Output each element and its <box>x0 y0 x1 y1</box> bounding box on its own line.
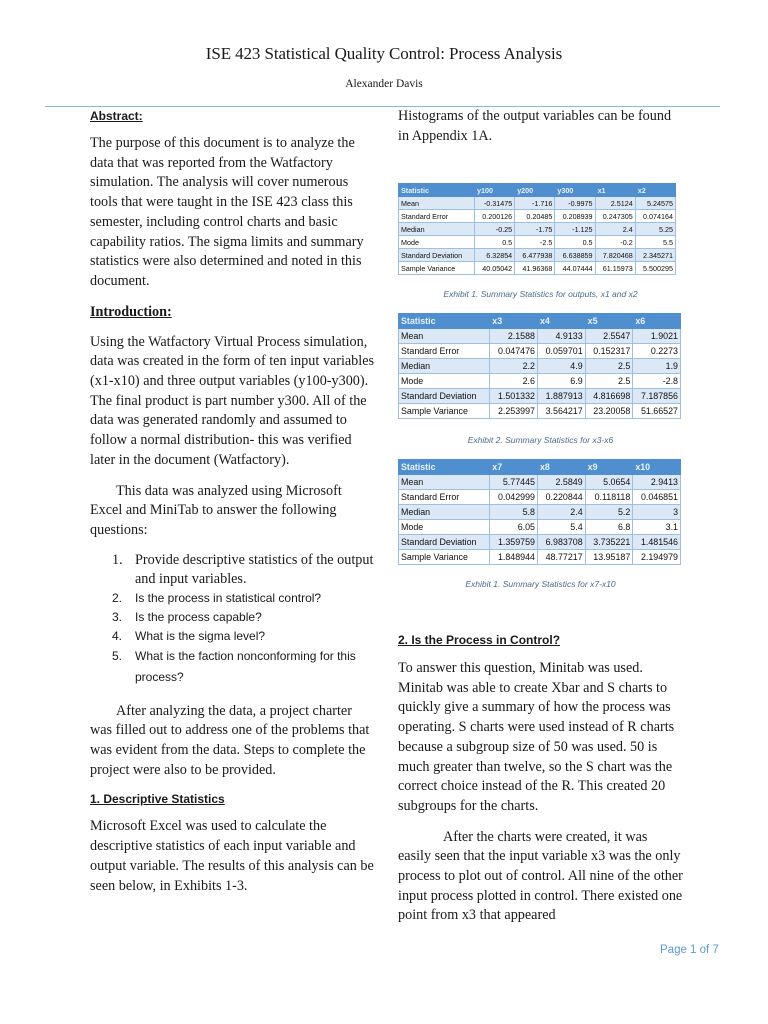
value-cell: -1.125 <box>555 223 595 236</box>
value-cell: 0.074164 <box>635 210 675 223</box>
value-cell: 13.95187 <box>585 550 633 565</box>
row-label-cell: Mean <box>399 329 490 344</box>
value-cell: 3.735221 <box>585 535 633 550</box>
value-cell: 1.9021 <box>633 329 681 344</box>
introduction-heading: Introduction: <box>90 303 172 320</box>
row-label-cell: Mean <box>399 475 490 490</box>
table-row <box>399 210 676 223</box>
table-row <box>399 550 681 565</box>
exhibit-2-caption: Exhibit 2. Summary Statistics for x3-x6 <box>467 435 614 445</box>
column-header: x5 <box>585 314 633 329</box>
value-cell: 1.887913 <box>537 389 585 404</box>
column-header: x10 <box>633 460 681 475</box>
row-label-cell: Mean <box>399 197 475 210</box>
column-header: y100 <box>475 184 515 197</box>
value-cell: 0.059701 <box>537 344 585 359</box>
introduction-paragraph-2: This data was analyzed using Microsoft Excel and MiniTab to answer the following questions: <box>90 482 342 538</box>
value-cell: 2.5849 <box>537 475 585 490</box>
row-label-cell: Mode <box>399 520 490 535</box>
value-cell: -2.8 <box>633 374 681 389</box>
value-cell: 2.2 <box>490 359 538 374</box>
value-cell: 3.1 <box>633 520 681 535</box>
value-cell: 0.047476 <box>490 344 538 359</box>
value-cell: 0.5 <box>475 236 515 249</box>
value-cell: 6.8 <box>585 520 633 535</box>
value-cell: 2.253997 <box>490 404 538 419</box>
value-cell: 2.4 <box>595 223 635 236</box>
value-cell: 44.07444 <box>555 262 595 275</box>
summary-table-x7-x10 <box>398 459 681 565</box>
table-row <box>399 249 676 262</box>
value-cell: 3 <box>633 505 681 520</box>
table-row <box>399 404 681 419</box>
section-2-heading: 2. Is the Process in Control? <box>398 633 561 647</box>
question-item: 3. Is the process capable? <box>112 609 262 624</box>
value-cell: 1.501332 <box>490 389 538 404</box>
table-row <box>399 374 681 389</box>
value-cell: 6.05 <box>490 520 538 535</box>
row-label-cell: Median <box>399 223 475 236</box>
value-cell: 4.9 <box>537 359 585 374</box>
value-cell: 1.359759 <box>490 535 538 550</box>
column-header: x2 <box>635 184 675 197</box>
question-item: 4. What is the sigma level? <box>112 628 266 643</box>
author-name: Alexander Davis <box>345 78 423 90</box>
row-label-cell: Standard Error <box>399 344 490 359</box>
value-cell: 5.4 <box>537 520 585 535</box>
row-label-cell: Standard Deviation <box>399 389 490 404</box>
value-cell: 2.4 <box>537 505 585 520</box>
column-header: Statistic <box>399 314 490 329</box>
value-cell: 0.042999 <box>490 490 538 505</box>
abstract-heading: Abstract: <box>90 109 143 123</box>
value-cell: -2.5 <box>515 236 555 249</box>
table-row <box>399 236 676 249</box>
value-cell: 51.66527 <box>633 404 681 419</box>
value-cell: 40.05042 <box>475 262 515 275</box>
value-cell: 7.820468 <box>595 249 635 262</box>
table-row <box>399 329 681 344</box>
column-header: x7 <box>490 460 538 475</box>
row-label-cell: Median <box>399 505 490 520</box>
value-cell: 2.5 <box>585 374 633 389</box>
column-header: y300 <box>555 184 595 197</box>
row-label-cell: Standard Deviation <box>399 535 490 550</box>
row-label-cell: Sample Variance <box>399 404 490 419</box>
table-row <box>399 490 681 505</box>
value-cell: 0.208939 <box>555 210 595 223</box>
table-header-row <box>399 314 681 329</box>
table-row <box>399 344 681 359</box>
value-cell: 0.20485 <box>515 210 555 223</box>
column-header: x8 <box>537 460 585 475</box>
value-cell: 2.9413 <box>633 475 681 490</box>
value-cell: 23.20058 <box>585 404 633 419</box>
value-cell: 0.152317 <box>585 344 633 359</box>
table-row <box>399 475 681 490</box>
value-cell: -1.716 <box>515 197 555 210</box>
row-label-cell: Mode <box>399 374 490 389</box>
table-row <box>399 505 681 520</box>
question-item: 2. Is the process in statistical control? <box>112 590 322 605</box>
question-item: 1. Provide descriptive statistics of the output and input variables. <box>112 551 374 587</box>
exhibit-3-caption: Exhibit 1. Summary Statistics for x7-x10 <box>465 579 616 589</box>
summary-table-outputs-x1-x2 <box>398 183 676 275</box>
column-header: x9 <box>585 460 633 475</box>
section-2-paragraph-2: After the charts were created, it was easily seen that the input variable x3 was the only process to plot out of control. All nine of the other input process plotted in control. There existed one point from x3 that appeared <box>398 828 683 924</box>
value-cell: 2.6 <box>490 374 538 389</box>
value-cell: 5.25 <box>635 223 675 236</box>
value-cell: 3.564217 <box>537 404 585 419</box>
left-column <box>90 107 375 896</box>
value-cell: 2.5547 <box>585 329 633 344</box>
value-cell: 0.118118 <box>585 490 633 505</box>
introduction-paragraph-1: Using the Watfactory Virtual Process simulation, data was created in the form of ten input variables (x1-x10) and three output variables (y100-y300). The final product is part number y300. All of the data was generated randomly and assumed to follow a normal distribution- this was verified later in the document (Watfactory). <box>90 333 375 468</box>
value-cell: 6.638859 <box>555 249 595 262</box>
value-cell: 2.345271 <box>635 249 675 262</box>
section-1-heading: 1. Descriptive Statistics <box>90 792 225 807</box>
section-2 <box>398 633 683 926</box>
row-label-cell: Standard Deviation <box>399 249 475 262</box>
document-title: ISE 423 Statistical Quality Control: Process Analysis <box>205 44 563 63</box>
value-cell: -0.9975 <box>555 197 595 210</box>
value-cell: 5.2 <box>585 505 633 520</box>
column-header: x4 <box>537 314 585 329</box>
value-cell: 0.220844 <box>537 490 585 505</box>
questions-list <box>90 551 375 688</box>
table-header-row <box>399 460 681 475</box>
value-cell: 2.5 <box>585 359 633 374</box>
table-header-row <box>399 184 676 197</box>
table-row <box>399 520 681 535</box>
introduction-paragraph-3: After analyzing the data, a project charter was filled out to address one of the problems that was evident from the data. Steps to complete the project were also to be provided. <box>90 702 370 778</box>
value-cell: 5.8 <box>490 505 538 520</box>
value-cell: 6.32854 <box>475 249 515 262</box>
value-cell: 7.187856 <box>633 389 681 404</box>
value-cell: 5.0654 <box>585 475 633 490</box>
value-cell: 0.247305 <box>595 210 635 223</box>
value-cell: 4.816698 <box>585 389 633 404</box>
value-cell: 0.200126 <box>475 210 515 223</box>
histogram-note: Histograms of the output variables can be found in Appendix 1A. <box>398 108 672 144</box>
value-cell: 2.194979 <box>633 550 681 565</box>
column-header: y200 <box>515 184 555 197</box>
table-row <box>399 359 681 374</box>
row-label-cell: Standard Error <box>399 210 475 223</box>
value-cell: 6.477938 <box>515 249 555 262</box>
value-cell: 4.9133 <box>537 329 585 344</box>
value-cell: 6.983708 <box>537 535 585 550</box>
value-cell: -0.25 <box>475 223 515 236</box>
value-cell: 1.9 <box>633 359 681 374</box>
table-row <box>399 223 676 236</box>
value-cell: 61.15973 <box>595 262 635 275</box>
section-1-text: Microsoft Excel was used to calculate the descriptive statistics of each input variable and output variable. The results of this analysis can be seen below, in Exhibits 1-3. <box>90 818 374 894</box>
right-column <box>398 107 683 146</box>
value-cell: 5.5 <box>635 236 675 249</box>
summary-table-x3-x6 <box>398 313 681 419</box>
row-label-cell: Mode <box>399 236 475 249</box>
value-cell: 5.77445 <box>490 475 538 490</box>
value-cell: 6.9 <box>537 374 585 389</box>
column-header: x3 <box>490 314 538 329</box>
value-cell: 5.24575 <box>635 197 675 210</box>
value-cell: 41.96368 <box>515 262 555 275</box>
value-cell: 1.481546 <box>633 535 681 550</box>
table-row <box>399 535 681 550</box>
exhibit-1-caption: Exhibit 1. Summary Statistics for outputs, x1 and x2 <box>443 289 638 299</box>
row-label-cell: Sample Variance <box>399 262 475 275</box>
column-header: x6 <box>633 314 681 329</box>
value-cell: -0.31475 <box>475 197 515 210</box>
value-cell: -1.75 <box>515 223 555 236</box>
value-cell: 0.046851 <box>633 490 681 505</box>
abstract-text: The purpose of this document is to analyze the data that was reported from the Watfactory simulation. The analysis will cover numerous tools that were taught in the ISE 423 class this semester, including control charts and basic capability ratios. The sigma limits and summary statistics were also determined and noted in this document. <box>90 135 364 289</box>
table-row <box>399 197 676 210</box>
column-header: Statistic <box>399 460 490 475</box>
page-number: Page 1 of 7 <box>660 944 719 956</box>
section-2-paragraph-1: To answer this question, Minitab was used. Minitab was able to create Xbar and S charts to quickly give a summary of how the process was operating. S charts were used instead of R charts because a subgroup size of 50 was used. 50 is much greater than twelve, so the S chart was the correct choice instead of the R. This created 20 subgroups for the charts. <box>398 660 675 814</box>
table-row <box>399 262 676 275</box>
column-header: x1 <box>595 184 635 197</box>
row-label-cell: Sample Variance <box>399 550 490 565</box>
value-cell: 5.500295 <box>635 262 675 275</box>
row-label-cell: Median <box>399 359 490 374</box>
value-cell: 2.5124 <box>595 197 635 210</box>
value-cell: 48.77217 <box>537 550 585 565</box>
value-cell: 1.848944 <box>490 550 538 565</box>
column-header: Statistic <box>399 184 475 197</box>
value-cell: 2.1588 <box>490 329 538 344</box>
question-item: 5. What is the faction nonconforming for this process? <box>112 648 356 684</box>
value-cell: 0.2273 <box>633 344 681 359</box>
row-label-cell: Standard Error <box>399 490 490 505</box>
table-row <box>399 389 681 404</box>
value-cell: 0.5 <box>555 236 595 249</box>
value-cell: -0.2 <box>595 236 635 249</box>
